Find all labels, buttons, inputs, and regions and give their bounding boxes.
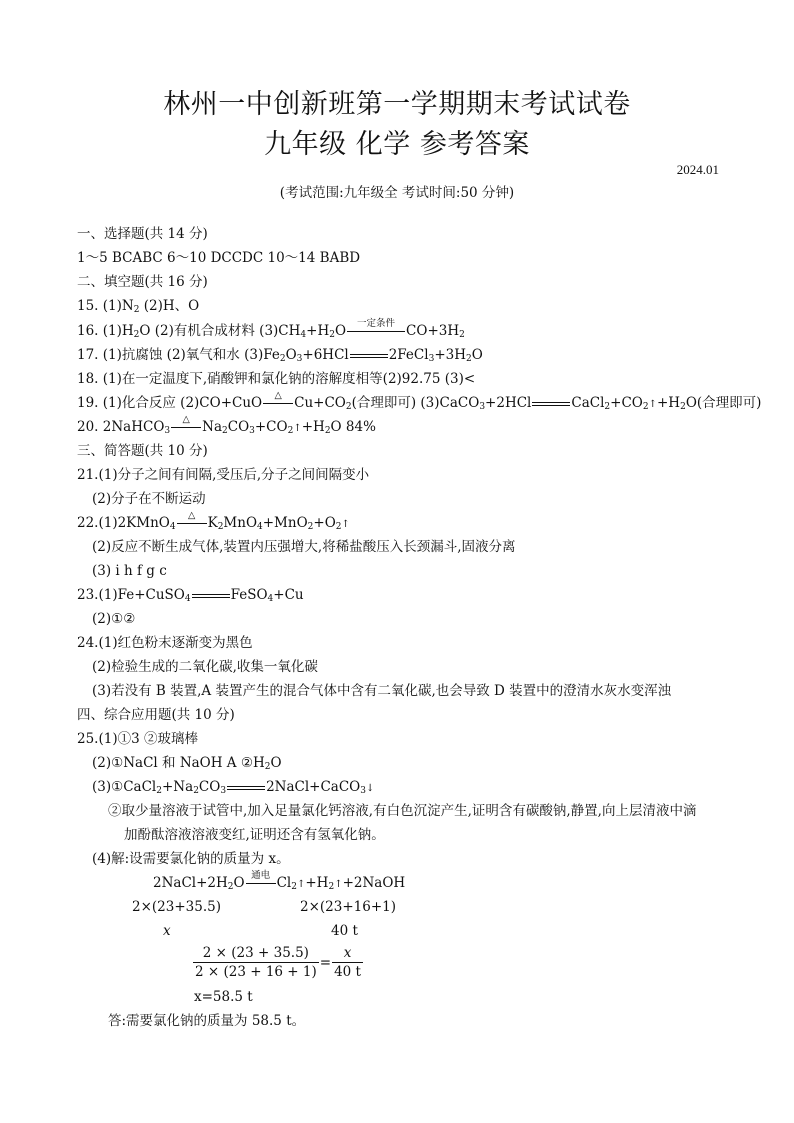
section-heading-choice: 一、选择题(共 14 分) — [77, 226, 208, 242]
doc-subtitle: 九年级 化学 参考答案 — [264, 129, 530, 160]
answer-q16: 16. $(1)H_2O$ (2)有机合成材料 $(3)CH_4+H_2O$ 一定条件 $CO+3H_2$ — [77, 317, 465, 340]
calc-result: x=58.5 t — [194, 989, 253, 1005]
answer-q19: 19. (1)化合反应 (2)CO+CuO △ $Cu+CO_2$(合理即可) (3)CaCO$_3$+2HCl $CaCl_2+CO_2↑+H_2O$(合理即可) — [77, 389, 762, 412]
section-heading-applied: 四、综合应用题(共 10 分) — [77, 707, 235, 723]
answer-q21-2: (2)分子在不断运动 — [92, 491, 206, 507]
answer-q25-2: (2)①NaCl 和 NaOH A $②H_2O$ — [92, 755, 282, 772]
final-answer: 答:需要氯化钠的质量为 58.5 t。 — [108, 1013, 306, 1029]
answer-q24-3: (3)若没有 B 装置,A 装置产生的混合气体中含有二氧化碳,也会导致 D 装置中的澄清水灰水变浑浊 — [92, 683, 672, 699]
calc-equation: $2NaCl+2H_2O$ 通电 $Cl_2↑+H_2↑+2NaOH$ — [153, 869, 406, 892]
proportion-fraction: $\frac{2 \times (23 + 35.5)}{2 \times (23 + 16 + 1)}$ = $\frac{x}{40 t}$ — [195, 945, 361, 980]
doc-title: 林州一中创新班第一学期期末考试试卷 — [163, 89, 631, 120]
reaction-condition: 一定条件 — [347, 327, 405, 337]
calc-x: x — [163, 923, 171, 939]
answer-q25-1: 25.(1)①3 ②玻璃棒 — [77, 731, 198, 747]
answer-q15: 15. $(1)N_2$ (2)H、O — [77, 298, 200, 315]
answer-q25-3: $(3)①CaCl_2+Na_2CO_3$ 2NaCl+CaCO$_3$↓ — [92, 779, 375, 796]
answer-q24-2: (2)检验生成的二氧化碳,收集一氧化碳 — [92, 659, 318, 675]
choice-answers: 1～5 BCABC 6～10 DCCDC 10～14 BABD — [77, 250, 361, 266]
answer-q22-2: (2)反应不断生成气体,装置内压强增大,将稀盐酸压入长颈漏斗,固液分离 — [92, 539, 516, 555]
calc-40t: 40 t — [331, 923, 358, 939]
doc-date: 2024.01 — [676, 162, 719, 177]
calc-mass-naoh: 2×(23+16+1) — [300, 899, 397, 915]
answer-q25-3b-line2: 加酚酞溶液溶液变红,证明还含有氢氧化钠。 — [124, 827, 385, 843]
answer-q18: 18. (1)在一定温度下,硝酸钾和氯化钠的溶解度相等(2)92.75 (3)< — [77, 371, 476, 387]
answer-q22-1: 22.(1)2KMnO$_4$ △ $K_2MnO_4+MnO_2+O_2↑$ — [77, 509, 350, 532]
section-heading-short: 三、简答题(共 10 分) — [77, 443, 208, 459]
section-heading-fill: 二、填空题(共 16 分) — [77, 274, 208, 290]
answer-q21-1: 21.(1)分子之间有间隔,受压后,分子之间间隔变小 — [77, 467, 370, 483]
answer-q23-2: (2)①② — [92, 611, 136, 627]
exam-scope: (考试范围:九年级全 考试时间:50 分钟) — [279, 185, 515, 201]
answer-q17: 17. (1)抗腐蚀 (2)氧气和水 $(3)Fe_2O_3+6HCl$ $2FeCl_3+3H_2O$ — [77, 347, 483, 364]
answer-q23-1: 23.(1)Fe+CuSO$_4$ FeSO$_4$+Cu — [77, 587, 304, 604]
answer-q25-4: (4)解:设需要氯化钠的质量为 x。 — [92, 851, 290, 867]
answer-q20: 20. 2NaHCO$_3$ △ $Na_2CO_3+CO_2↑+H_2O$ 84% — [77, 413, 376, 436]
answer-q22-3: (3) i h f g c — [92, 563, 167, 579]
answer-q25-3b-line1: ②取少量溶液于试管中,加入足量氯化钙溶液,有白色沉淀产生,证明含有碳酸钠,静置,向上层清液中滴 — [108, 803, 697, 819]
answer-q24-1: 24.(1)红色粉末逐渐变为黑色 — [77, 635, 253, 651]
calc-mass-nacl: 2×(23+35.5) — [132, 899, 221, 915]
